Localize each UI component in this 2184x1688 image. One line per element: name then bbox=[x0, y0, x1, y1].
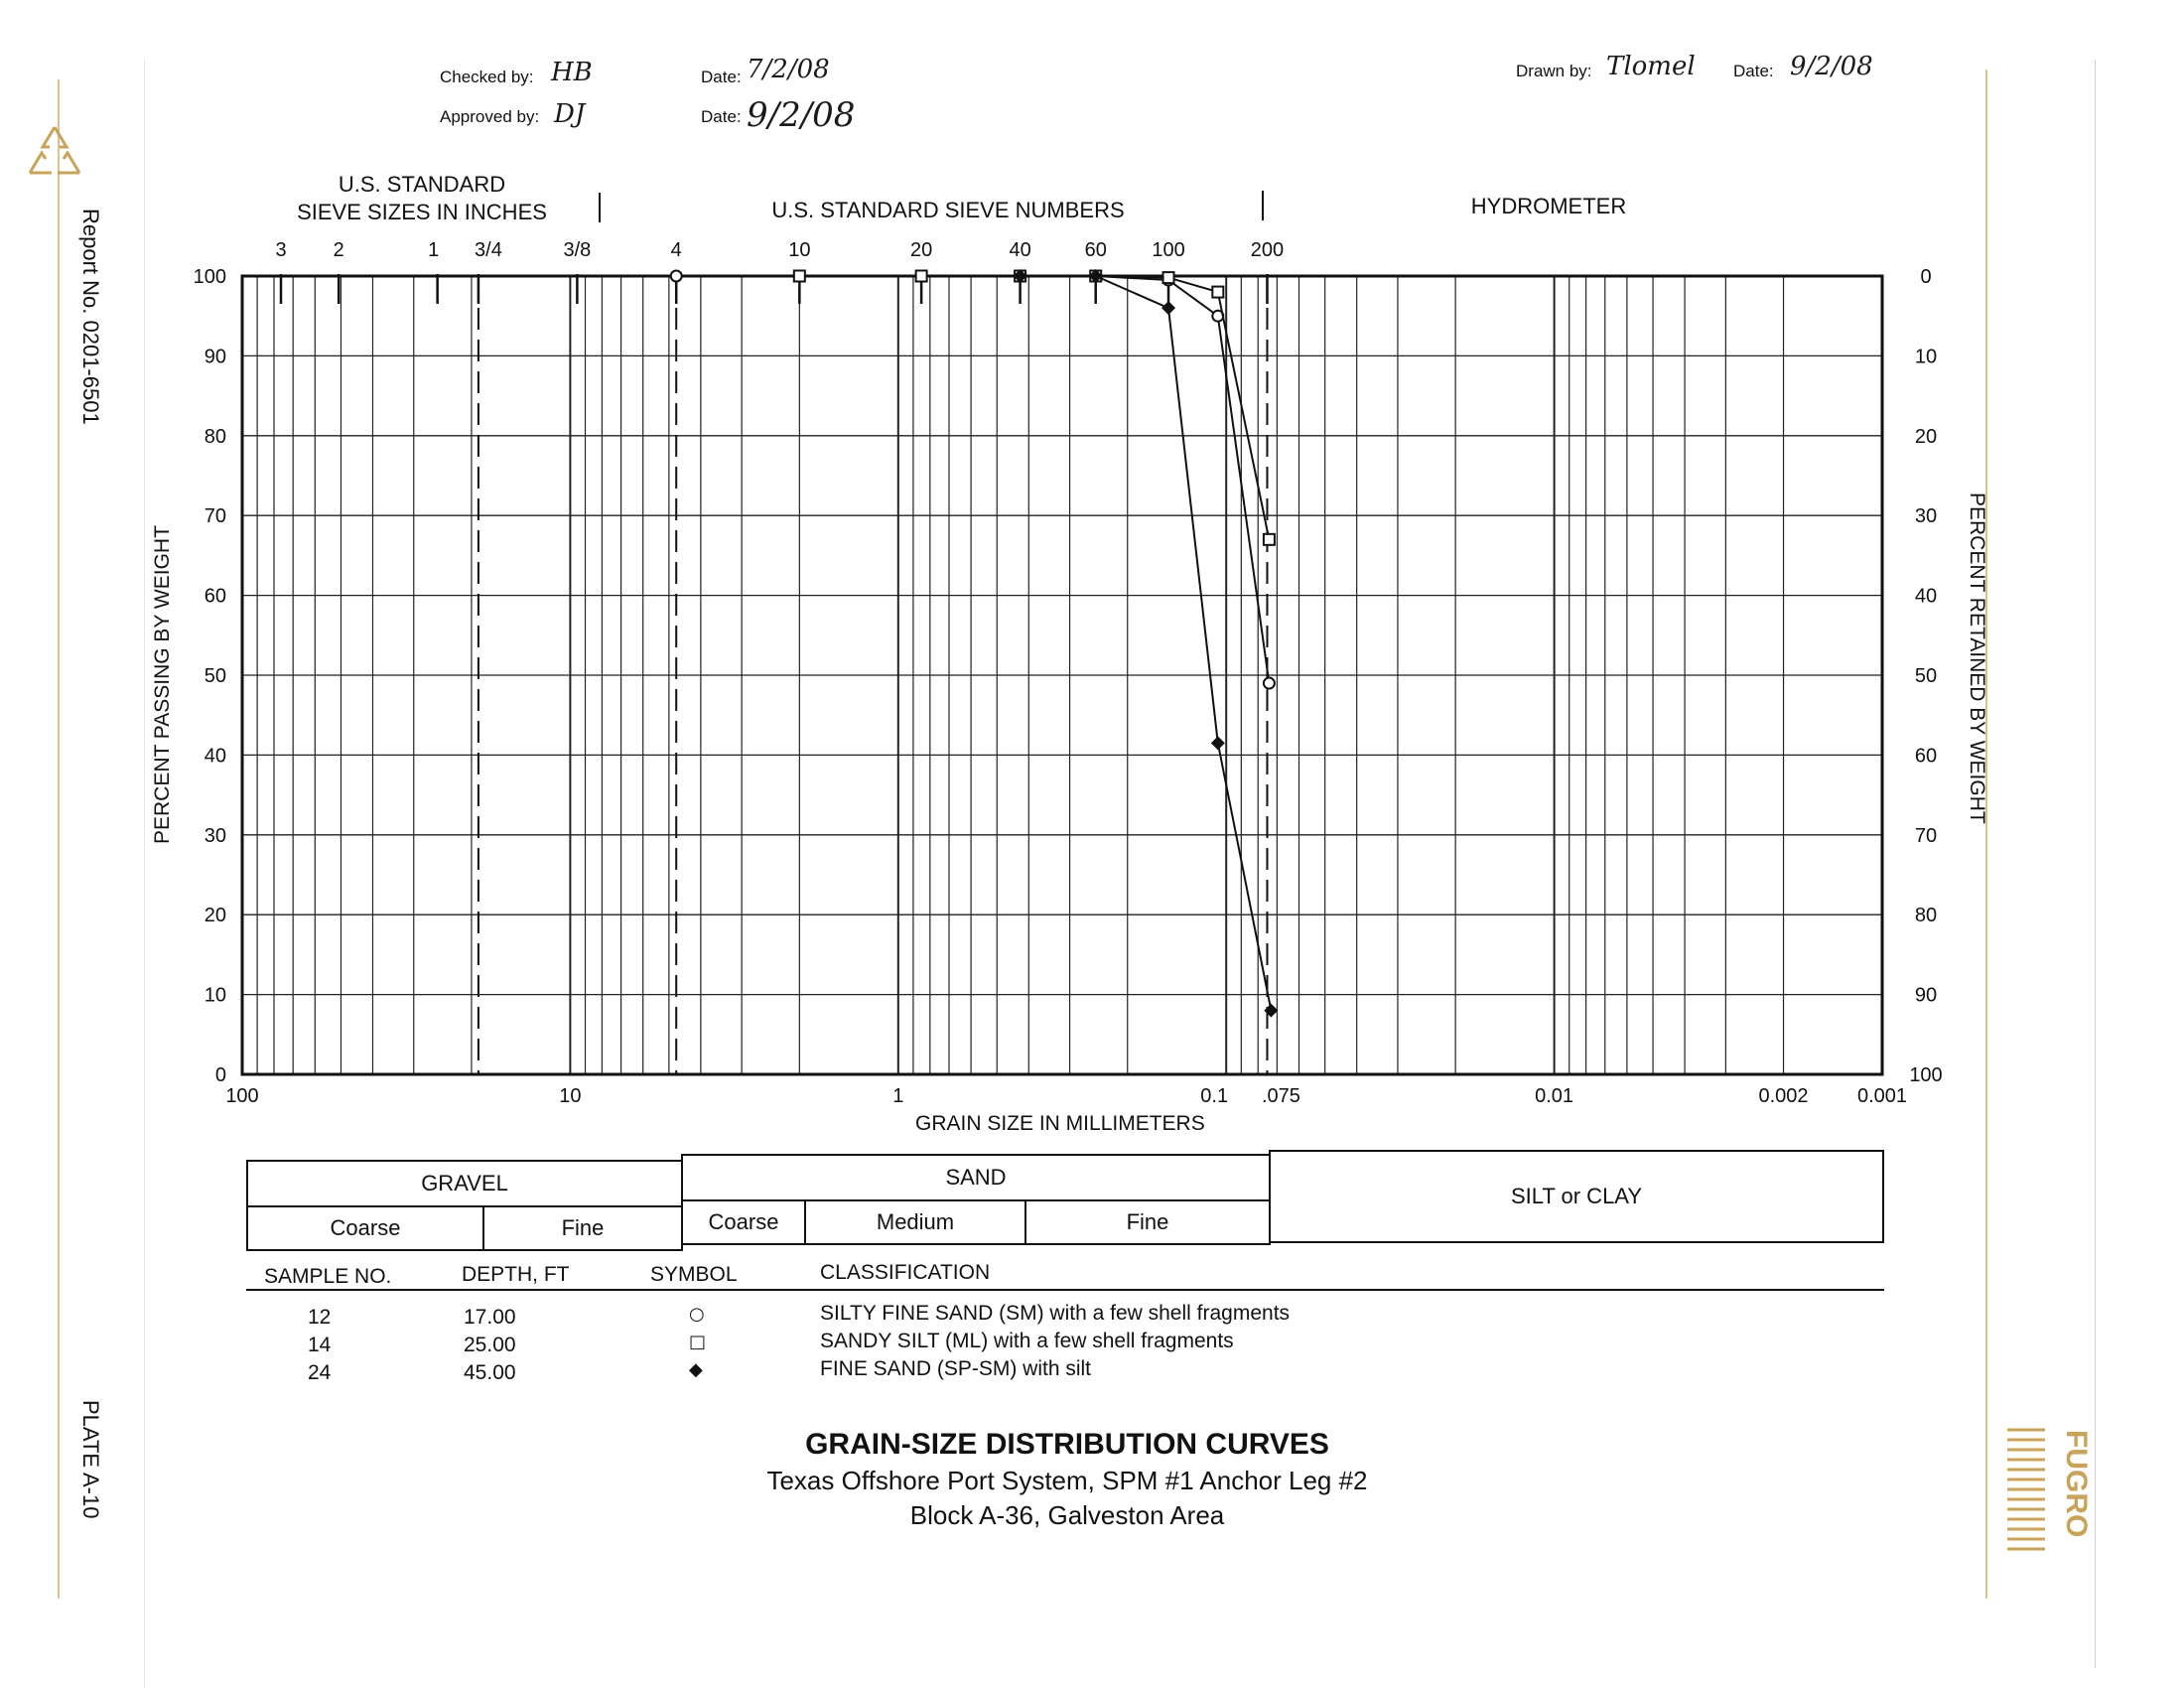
legend-sand-fine-label: Fine bbox=[1126, 1209, 1169, 1234]
legend-gravel-coarse bbox=[246, 1205, 484, 1251]
sieve-tick-label: 40 bbox=[1009, 239, 1031, 261]
series-line bbox=[799, 276, 1269, 539]
plate-number: PLATE A-10 bbox=[78, 1400, 103, 1519]
x-tick-label: 100 bbox=[225, 1085, 259, 1107]
y2-tick-label: 20 bbox=[1914, 425, 1938, 448]
sieve-inches-line2: SIEVE SIZES IN INCHES bbox=[297, 200, 547, 224]
date1-value: 7/2/08 bbox=[747, 55, 830, 84]
x-tick-label: 0.1 bbox=[1200, 1085, 1229, 1107]
page-subtitle-2: Block A-36, Galveston Area bbox=[909, 1500, 1225, 1530]
report-number: Report No. 0201-6501 bbox=[78, 209, 103, 425]
y-axis-title: PERCENT PASSING BY WEIGHT bbox=[151, 525, 174, 844]
x-tick-label: 0.01 bbox=[1535, 1085, 1574, 1107]
legend-gravel-coarse-label: Coarse bbox=[330, 1215, 401, 1240]
sieve-numbers-header: U.S. STANDARD SIEVE NUMBERS bbox=[771, 198, 1125, 222]
sieve-tick-label: 10 bbox=[788, 239, 811, 261]
sieve-tick-label: 2 bbox=[333, 239, 344, 261]
row-symbol: ◆ bbox=[689, 1359, 703, 1380]
table-header-depth: DEPTH, FT bbox=[462, 1263, 570, 1286]
row-sample: 12 bbox=[308, 1306, 332, 1329]
data-point-square bbox=[794, 271, 805, 282]
legend-sand-fine bbox=[1024, 1199, 1271, 1245]
x-tick-label: 10 bbox=[559, 1085, 582, 1107]
y-tick-label: 20 bbox=[204, 905, 226, 927]
legend-sand-label: SAND bbox=[945, 1165, 1007, 1190]
date1-label: Date: bbox=[701, 68, 742, 86]
table-header-symbol: SYMBOL bbox=[650, 1263, 738, 1286]
sieve-tick-label: 3/8 bbox=[563, 239, 592, 261]
row-depth: 25.00 bbox=[464, 1334, 516, 1356]
row-symbol: □ bbox=[689, 1332, 707, 1352]
legend-gravel-fine-label: Fine bbox=[561, 1215, 605, 1240]
row-classification: SILTY FINE SAND (SM) with a few shell fragments bbox=[820, 1302, 1291, 1325]
y-tick-label: 70 bbox=[204, 505, 226, 528]
date3-value: 9/2/08 bbox=[1790, 52, 1873, 81]
sieve-tick-label: 4 bbox=[670, 239, 682, 261]
row-sample: 24 bbox=[308, 1361, 332, 1384]
y2-axis-title: PERCENT RETAINED BY WEIGHT bbox=[1966, 492, 1988, 824]
legend-sand bbox=[681, 1154, 1271, 1201]
row-symbol: ○ bbox=[689, 1304, 705, 1325]
legend-sand-medium bbox=[804, 1199, 1026, 1245]
date2-value: 9/2/08 bbox=[747, 95, 856, 135]
y-tick-label: 40 bbox=[204, 745, 226, 768]
y-tick-label: 90 bbox=[204, 346, 226, 368]
y2-tick-label: 30 bbox=[1914, 505, 1938, 528]
data-point-square bbox=[1212, 287, 1223, 298]
y-tick-label: 50 bbox=[204, 665, 226, 687]
data-point-diamond bbox=[1161, 301, 1175, 315]
x-tick-label: .075 bbox=[1262, 1085, 1300, 1107]
y2-tick-label: 90 bbox=[1914, 984, 1938, 1007]
legend-sand-medium-label: Medium bbox=[876, 1209, 955, 1234]
x-tick-label: 0.001 bbox=[1856, 1085, 1908, 1107]
x-tick-label: 0.002 bbox=[1758, 1085, 1809, 1107]
date3-label: Date: bbox=[1733, 62, 1774, 80]
drawn-by-value: Tlomel bbox=[1606, 52, 1696, 81]
series-line bbox=[1021, 276, 1272, 1011]
legend-silt-clay-label: SILT or CLAY bbox=[1510, 1184, 1643, 1208]
checked-by-label: Checked by: bbox=[440, 68, 534, 86]
y2-tick-label: 70 bbox=[1914, 824, 1938, 847]
checked-by-value: HB bbox=[551, 58, 593, 87]
data-point-circle bbox=[671, 271, 682, 282]
legend-gravel-label: GRAVEL bbox=[421, 1171, 508, 1196]
data-point-square bbox=[916, 271, 927, 282]
date2-label: Date: bbox=[701, 107, 742, 126]
page-subtitle-1: Texas Offshore Port System, SPM #1 Anchor Leg #2 bbox=[766, 1466, 1368, 1495]
y-tick-label: 10 bbox=[204, 984, 226, 1007]
row-depth: 17.00 bbox=[464, 1306, 516, 1329]
y2-tick-label: 50 bbox=[1914, 665, 1938, 687]
row-classification: SANDY SILT (ML) with a few shell fragments bbox=[820, 1330, 1234, 1352]
sieve-tick-label: 3 bbox=[275, 239, 287, 261]
row-depth: 45.00 bbox=[464, 1361, 516, 1384]
sieve-tick-label: 1 bbox=[428, 239, 440, 261]
data-point-diamond bbox=[1264, 1004, 1278, 1018]
row-sample: 14 bbox=[308, 1334, 332, 1356]
legend-gravel-fine bbox=[482, 1205, 683, 1251]
table-header-classification: CLASSIFICATION bbox=[820, 1261, 991, 1284]
y2-tick-label: 10 bbox=[1914, 346, 1938, 368]
y2-tick-label: 40 bbox=[1914, 585, 1938, 608]
y-tick-label: 30 bbox=[204, 824, 226, 847]
data-point-diamond bbox=[1211, 736, 1225, 750]
sieve-inches-line1: U.S. STANDARD bbox=[338, 172, 506, 197]
table-header-sample: SAMPLE NO. bbox=[264, 1265, 392, 1288]
y2-tick-label: 0 bbox=[1920, 266, 1932, 288]
sieve-tick-label: 3/4 bbox=[475, 239, 502, 261]
y2-tick-label: 100 bbox=[1909, 1064, 1943, 1086]
hydrometer-header: HYDROMETER bbox=[1470, 194, 1627, 218]
series-line bbox=[676, 276, 1269, 683]
x-tick-label: 1 bbox=[892, 1085, 904, 1107]
sieve-tick-label: 200 bbox=[1250, 239, 1285, 261]
y-tick-label: 100 bbox=[193, 266, 226, 288]
table-header-rule bbox=[246, 1289, 1884, 1291]
y2-tick-label: 60 bbox=[1914, 745, 1938, 768]
approved-by-value: DJ bbox=[554, 99, 586, 129]
fugro-logo-text: FUGRO bbox=[2060, 1430, 2093, 1538]
x-axis-title: GRAIN SIZE IN MILLIMETERS bbox=[915, 1112, 1205, 1135]
y-tick-label: 60 bbox=[204, 585, 226, 608]
y2-tick-label: 80 bbox=[1914, 905, 1938, 927]
drawn-by-label: Drawn by: bbox=[1516, 62, 1592, 80]
sieve-tick-label: 60 bbox=[1084, 239, 1107, 261]
data-point-circle bbox=[1264, 678, 1275, 689]
page-title: GRAIN-SIZE DISTRIBUTION CURVES bbox=[805, 1428, 1329, 1461]
legend-silt-clay bbox=[1269, 1150, 1884, 1243]
y-tick-label: 80 bbox=[204, 425, 226, 448]
legend-sand-coarse-label: Coarse bbox=[708, 1209, 779, 1234]
data-point-square bbox=[1163, 272, 1174, 283]
row-classification: FINE SAND (SP-SM) with silt bbox=[820, 1357, 1092, 1380]
legend-gravel bbox=[246, 1160, 683, 1207]
data-point-square bbox=[1264, 534, 1275, 545]
sieve-tick-label: 20 bbox=[909, 239, 933, 261]
legend-sand-coarse bbox=[681, 1199, 806, 1245]
approved-by-label: Approved by: bbox=[440, 107, 540, 126]
sieve-tick-label: 100 bbox=[1152, 239, 1185, 261]
y-tick-label: 0 bbox=[214, 1064, 226, 1086]
